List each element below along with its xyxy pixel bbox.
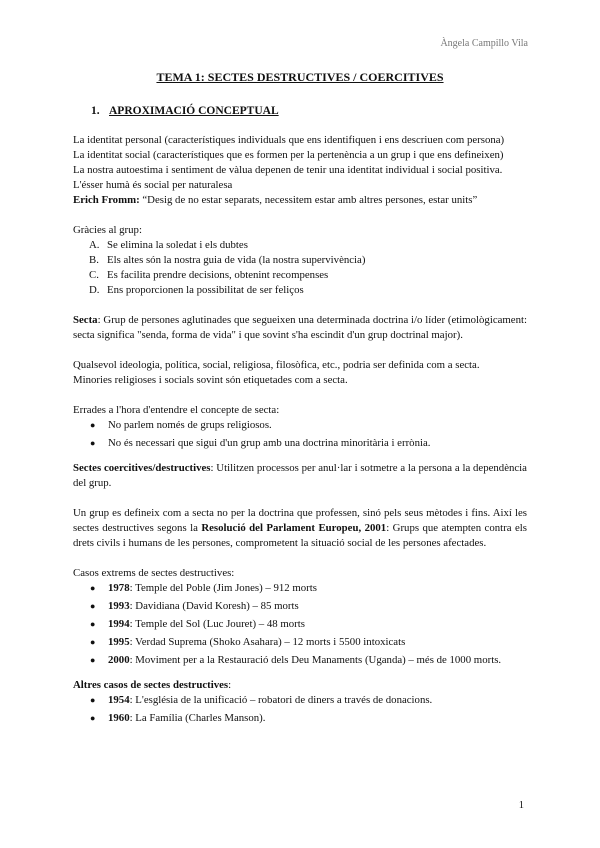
list-item: ● No és necessari que sigui d'un grup amb una doctrina minoritària i errònia. <box>90 437 431 449</box>
header-author: Àngela Campillo Vila <box>440 38 528 49</box>
section-title: APROXIMACIÓ CONCEPTUAL <box>109 105 279 117</box>
list-item: D. Ens proporcionen la possibilitat de ser feliços <box>89 284 304 296</box>
bullet-icon: ● <box>90 695 96 705</box>
bullet-icon: ● <box>90 713 96 723</box>
section-number: 1. <box>91 105 100 117</box>
quote-author: Erich Fromm: <box>73 194 140 206</box>
bullet-icon: ● <box>90 420 96 430</box>
ideology-line: Qualsevol ideologia, política, social, religiosa, filosòfica, etc., podria ser definida com a secta. <box>73 359 480 371</box>
secta-definition: Secta: Grup de persones aglutinades que segueixen una determinada doctrina i/o líder (etimològicament: secta significa "senda, forma de vida" i que sovint s'ha escindit d'un grup doctrinal major). <box>73 314 527 341</box>
ideology-line: Minories religioses i socials sovint són etiquetades com a secta. <box>73 374 348 386</box>
list-item: ● 1995: Verdad Suprema (Shoko Asahara) – 12 morts i 5500 intoxicats <box>90 636 406 648</box>
bullet-icon: ● <box>90 601 96 611</box>
parliament-resolution: Resolució del Parlament Europeu, 2001 <box>201 522 387 534</box>
bullet-icon: ● <box>90 637 96 647</box>
list-item: ● 1993: Davidiana (David Koresh) – 85 morts <box>90 600 299 612</box>
document-body <box>73 133 527 729</box>
intro-line: La identitat personal (característiques individuals que ens identifiquen i ens descriuen com persona) <box>73 134 505 146</box>
list-item: A. Se elimina la soledat i els dubtes <box>89 239 248 251</box>
intro-line: La identitat social (característiques que es formen per la pertenència a un grup i que ens defineixen) <box>73 149 504 161</box>
coercive-definition: Sectes coercitives/destructives: Utilitzen processos per anul·lar i sotmetre a la persona a la dependència del grup. <box>73 462 527 489</box>
errors-heading: Errades a l'hora d'entendre el concepte de secta: <box>73 404 280 416</box>
list-item: ● 2000: Moviment per a la Restauració dels Deu Manaments (Uganda) – més de 1000 morts. <box>90 654 502 666</box>
bullet-icon: ● <box>90 619 96 629</box>
list-item: ● 1954: L'església de la unificació – robatori de diners a través de donacions. <box>90 694 433 706</box>
document-title: TEMA 1: SECTES DESTRUCTIVES / COERCITIVES <box>156 70 444 84</box>
list-item: B. Els altes són la nostra guia de vida (la nostra supervivència) <box>89 254 366 266</box>
secta-term: Secta <box>73 314 98 326</box>
other-cases-list <box>73 693 527 726</box>
extreme-heading: Casos extrems de sectes destructives: <box>73 567 235 579</box>
group-benefits-list <box>73 238 527 298</box>
errors-list <box>73 418 527 451</box>
list-item: ● 1978: Temple del Poble (Jim Jones) – 912 morts <box>90 582 317 594</box>
intro-line: La nostra autoestima i sentiment de vàlua depenen de tenir una identitat individual i social positiva. <box>73 164 503 176</box>
quote-paragraph <box>73 193 527 208</box>
group-heading: Gràcies al grup: <box>73 224 142 236</box>
extreme-cases-list <box>73 581 527 668</box>
page-number: 1 <box>518 800 524 811</box>
quote-text: “Desig de no estar separats, necessitem estar amb altres persones, estar units” <box>139 194 478 206</box>
list-item: C. Es facilita prendre decisions, obtenint recompenses <box>89 269 329 281</box>
list-item: ● No parlem només de grups religiosos. <box>90 419 272 431</box>
other-heading: Altres casos de sectes destructives: <box>73 679 232 691</box>
intro-line: L'ésser humà és social per naturalesa <box>73 179 233 191</box>
list-item: ● 1960: La Família (Charles Manson). <box>90 712 266 724</box>
list-item: ● 1994: Temple del Sol (Luc Jouret) – 48 morts <box>90 618 305 630</box>
bullet-icon: ● <box>90 438 96 448</box>
section-heading <box>91 104 279 119</box>
parliament-paragraph: Un grup es defineix com a secta no per la doctrina que professen, sinó pels seus mètodes i fins. Així les sectes destructives segons la Resolució del Parlament Europeu, 2001: Grups que atempten contra els drets civils i humans de les persones, comprometent la situació social de les persones afectades. <box>73 507 527 549</box>
bullet-icon: ● <box>90 583 96 593</box>
coercive-term: Sectes coercitives/destructives <box>73 462 211 474</box>
bullet-icon: ● <box>90 655 96 665</box>
